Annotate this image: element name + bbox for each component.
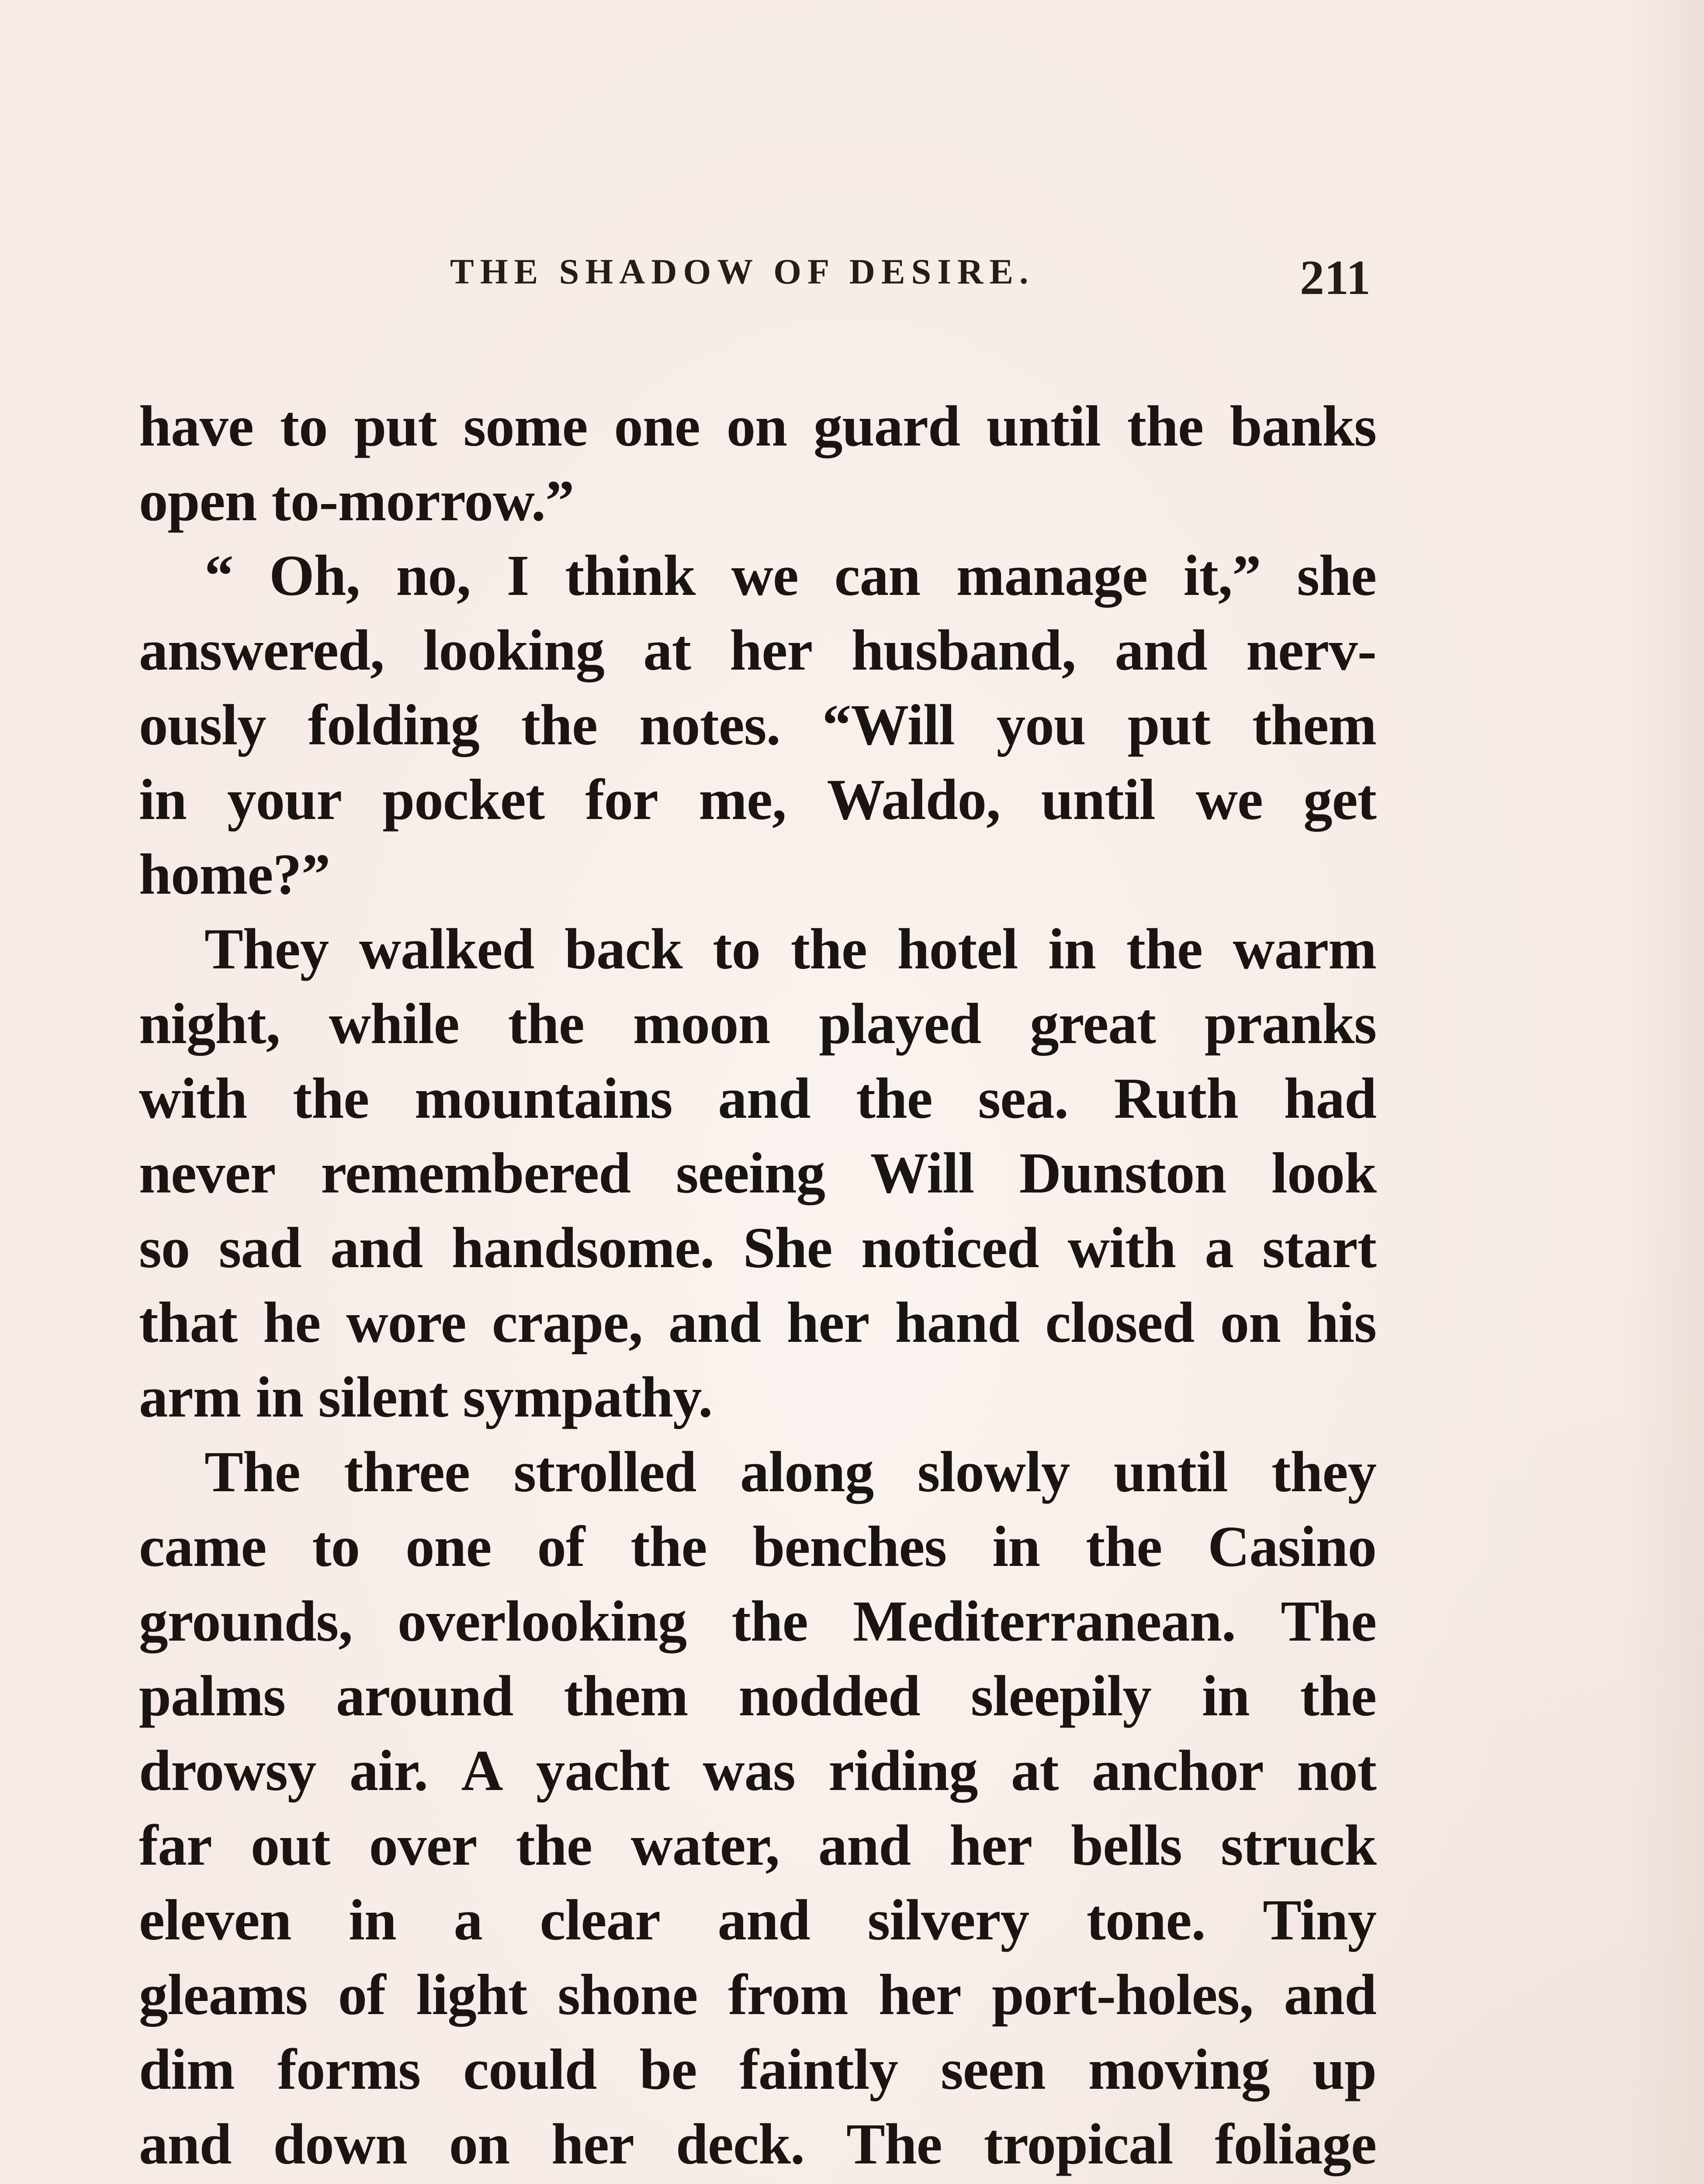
word: nodded — [738, 1663, 920, 1728]
word: she — [1297, 543, 1376, 608]
word: the — [516, 1813, 592, 1877]
word: his — [1306, 1290, 1376, 1355]
word: sympathy. — [463, 1365, 713, 1429]
text-line — [139, 1285, 1376, 1360]
word: her — [730, 618, 813, 682]
word: wore — [346, 1290, 466, 1355]
word: pocket — [382, 767, 545, 832]
word: Tiny — [1263, 1887, 1376, 1952]
word: they — [1271, 1439, 1376, 1504]
word: a — [454, 1887, 482, 1952]
word: until — [1041, 767, 1155, 832]
word: port-holes, — [991, 1962, 1254, 2027]
word: them — [564, 1663, 688, 1728]
word: drowsy — [139, 1738, 316, 1803]
word: nerv- — [1246, 618, 1376, 682]
word: shone — [558, 1962, 698, 2027]
word: overlooking — [397, 1589, 687, 1653]
word — [775, 2181, 917, 2184]
word: mountains — [414, 1066, 672, 1130]
word: answered, — [139, 618, 384, 682]
word: can — [834, 543, 921, 608]
word: get — [1303, 767, 1376, 832]
word: had — [1284, 1066, 1376, 1130]
word: handsome. — [451, 1215, 714, 1280]
text-line — [139, 762, 1376, 837]
word: along — [740, 1439, 874, 1504]
word: Waldo, — [827, 767, 1001, 832]
word: to-morrow.” — [271, 468, 574, 533]
word: ously — [139, 692, 266, 757]
word: warm — [1233, 916, 1376, 981]
word: while — [329, 991, 459, 1056]
word: and — [330, 1215, 423, 1280]
word: for — [585, 767, 658, 832]
word: me, — [699, 767, 786, 832]
word: a — [1205, 1215, 1233, 1280]
running-head-title: THE SHADOW OF DESIRE. — [450, 252, 1035, 291]
word: forms — [277, 2037, 421, 2101]
word: hotel — [897, 916, 1018, 981]
text-line — [139, 1883, 1376, 1957]
text-line — [139, 1733, 1376, 1808]
word: until — [1113, 1439, 1228, 1504]
word: to — [280, 394, 328, 458]
word: seen — [940, 2037, 1046, 2101]
word: in — [1202, 1663, 1250, 1728]
word: look — [1271, 1140, 1376, 1205]
word: he — [263, 1290, 321, 1355]
word: sleepily — [970, 1663, 1151, 1728]
word: no, — [396, 543, 471, 608]
word: riding — [828, 1738, 978, 1803]
word: be — [639, 2037, 697, 2101]
word: moon — [633, 991, 770, 1056]
word: Casino — [1208, 1514, 1376, 1579]
word: They — [204, 916, 329, 981]
word: folding — [308, 692, 479, 757]
word: out — [250, 1813, 330, 1877]
word: moving — [1088, 2037, 1270, 2101]
word: home?” — [139, 842, 330, 906]
text-line — [139, 1360, 1376, 1434]
word: A — [461, 1738, 503, 1803]
word: could — [463, 2037, 597, 2101]
word — [1169, 2181, 1376, 2184]
word: I — [506, 543, 529, 608]
word: benches — [752, 1514, 947, 1579]
word: clear — [540, 1887, 660, 1952]
word: sea. — [978, 1066, 1068, 1130]
word: with — [1067, 1215, 1176, 1280]
word: you — [996, 692, 1086, 757]
text-line — [139, 538, 1376, 613]
word: it,” — [1183, 543, 1261, 608]
word: guard — [813, 394, 960, 458]
page-edge-shadow — [1625, 0, 1704, 2184]
word: The — [846, 2111, 942, 2176]
word: over — [369, 1813, 477, 1877]
word: banks — [1230, 394, 1376, 458]
word: on — [449, 2111, 510, 2176]
word: yacht — [536, 1738, 670, 1803]
word: of — [338, 1962, 386, 2027]
word: with — [139, 1066, 247, 1130]
text-line — [139, 2107, 1376, 2181]
word: in — [256, 1365, 304, 1429]
word: one — [405, 1514, 492, 1579]
word: so — [139, 1215, 190, 1280]
word: the — [1300, 1663, 1376, 1728]
word: three — [344, 1439, 470, 1504]
word: remembered — [321, 1140, 631, 1205]
word: notes. — [639, 692, 780, 757]
text-line — [139, 986, 1376, 1061]
word: strolled — [513, 1439, 696, 1504]
text-line — [139, 837, 1376, 912]
word: them — [1252, 692, 1376, 757]
word: pranks — [1204, 991, 1376, 1056]
text-line — [139, 389, 1376, 463]
text-line — [139, 1434, 1376, 1509]
word: up — [1312, 2037, 1376, 2101]
word: hand — [895, 1290, 1020, 1355]
word: never — [139, 1140, 276, 1205]
word: in — [992, 1514, 1040, 1579]
text-line — [139, 1808, 1376, 1883]
word: around — [336, 1663, 513, 1728]
word: back — [565, 916, 682, 981]
body-text — [139, 389, 1376, 2184]
word: on — [1220, 1290, 1281, 1355]
word: air. — [349, 1738, 428, 1803]
word: the — [630, 1514, 707, 1579]
page-number: 211 — [1300, 251, 1371, 305]
word: Dunston — [1019, 1140, 1226, 1205]
word: in — [139, 767, 187, 832]
word: palms — [139, 1663, 285, 1728]
text-line — [139, 1061, 1376, 1136]
word: and — [717, 1887, 810, 1952]
word: The — [204, 1439, 300, 1504]
word: came — [139, 1514, 267, 1579]
word: in — [349, 1887, 396, 1952]
word: The — [1281, 1589, 1376, 1653]
word: dim — [139, 2037, 235, 2101]
word: played — [819, 991, 981, 1056]
word: the — [292, 1066, 369, 1130]
text-line — [139, 1509, 1376, 1584]
text-line — [139, 1957, 1376, 2032]
word: start — [1262, 1215, 1376, 1280]
text-line — [139, 463, 1376, 538]
word: looking — [423, 618, 604, 682]
word — [539, 2181, 738, 2184]
word: in — [1048, 916, 1096, 981]
word: one — [614, 394, 700, 458]
word: silvery — [867, 1887, 1029, 1952]
word: Oh, — [269, 543, 360, 608]
word: at — [643, 618, 691, 682]
word: down — [273, 2111, 407, 2176]
word: of — [537, 1514, 585, 1579]
text-line — [139, 688, 1376, 762]
text-line — [139, 912, 1376, 986]
word: closed — [1045, 1290, 1195, 1355]
word: walked — [359, 916, 534, 981]
word: light — [416, 1962, 527, 2027]
word: noticed — [861, 1215, 1039, 1280]
word: the — [508, 991, 584, 1056]
word: and — [1284, 1962, 1376, 2027]
word: her — [551, 2111, 634, 2176]
word: deck. — [675, 2111, 805, 2176]
word: on — [726, 394, 787, 458]
word: She — [743, 1215, 832, 1280]
word: at — [1011, 1738, 1059, 1803]
word — [335, 2181, 503, 2184]
word: that — [139, 1290, 238, 1355]
word: great — [1030, 991, 1156, 1056]
word: to — [713, 916, 760, 981]
text-line — [139, 1659, 1376, 1733]
word: eleven — [139, 1887, 291, 1952]
text-line — [139, 2032, 1376, 2107]
word: until — [986, 394, 1101, 458]
word: and — [668, 1290, 761, 1355]
word: “ — [204, 543, 233, 608]
word: and — [1115, 618, 1207, 682]
word: grounds, — [139, 1589, 353, 1653]
word: her — [878, 1962, 961, 2027]
word: water, — [630, 1813, 779, 1877]
word: your — [227, 767, 342, 832]
word: tone. — [1086, 1887, 1205, 1952]
word: manage — [956, 543, 1147, 608]
word: have — [139, 394, 253, 458]
word: the — [856, 1066, 932, 1130]
word: her — [786, 1290, 869, 1355]
word: night, — [139, 991, 280, 1056]
word: put — [1127, 692, 1210, 757]
word: and — [818, 1813, 911, 1877]
word: the — [1127, 394, 1203, 458]
word: crape, — [492, 1290, 643, 1355]
text-line — [139, 1136, 1376, 1210]
word: open — [139, 468, 257, 533]
word — [222, 2181, 298, 2184]
word: anchor — [1091, 1738, 1264, 1803]
word — [952, 2181, 1133, 2184]
word: Will — [870, 1140, 974, 1205]
word: we — [731, 543, 798, 608]
word: arm — [139, 1365, 241, 1429]
word: faintly — [739, 2037, 898, 2101]
word: Mediterranean. — [852, 1589, 1236, 1653]
word: the — [521, 692, 598, 757]
word: “Will — [822, 692, 955, 757]
word: slowly — [917, 1439, 1070, 1504]
text-line — [139, 613, 1376, 688]
text-line — [139, 1584, 1376, 1659]
word: and — [139, 2111, 232, 2176]
word: seeing — [675, 1140, 825, 1205]
word: the — [790, 916, 867, 981]
word: was — [703, 1738, 795, 1803]
word: the — [1086, 1514, 1162, 1579]
word: her — [949, 1813, 1032, 1877]
word: not — [1297, 1738, 1376, 1803]
word: gleams — [139, 1962, 308, 2027]
word: foliage — [1215, 2111, 1376, 2176]
word: from — [728, 1962, 848, 2027]
word: Ruth — [1114, 1066, 1238, 1130]
word: some — [463, 394, 588, 458]
word: silent — [318, 1365, 448, 1429]
word — [139, 2181, 187, 2184]
text-line — [139, 2181, 1376, 2184]
word: tropical — [984, 2111, 1173, 2176]
word: the — [1126, 916, 1202, 981]
word: sad — [218, 1215, 301, 1280]
word: to — [312, 1514, 360, 1579]
word: husband, — [851, 618, 1076, 682]
word: we — [1195, 767, 1263, 832]
word: far — [139, 1813, 212, 1877]
word: struck — [1220, 1813, 1376, 1877]
word: bells — [1071, 1813, 1182, 1877]
text-line — [139, 1210, 1376, 1285]
word: think — [565, 543, 696, 608]
word: put — [354, 394, 437, 458]
word: the — [731, 1589, 808, 1653]
word: and — [718, 1066, 810, 1130]
